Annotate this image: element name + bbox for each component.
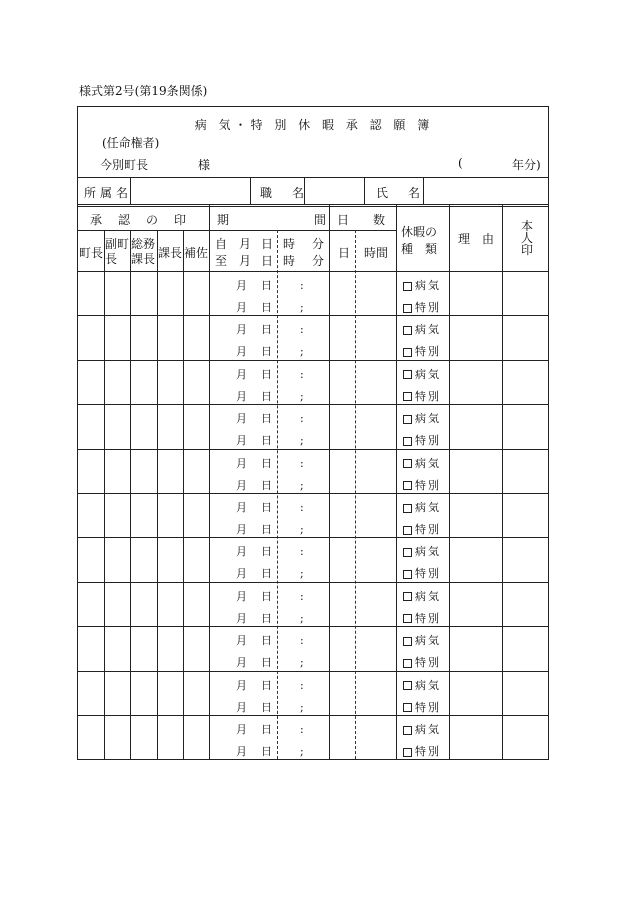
- checkbox-icon[interactable]: [403, 370, 412, 379]
- leave-type-label: 特別: [415, 611, 441, 625]
- time-separator: :: [300, 323, 304, 337]
- day-mark: 日: [261, 611, 272, 625]
- leave-register-form: [77, 106, 549, 760]
- deputy-mayor-col-1: 副町: [105, 237, 130, 251]
- time-separator: ;: [300, 389, 304, 403]
- day-mark: 日: [261, 389, 272, 403]
- leave-type-header-2: 種 類: [401, 242, 438, 256]
- day-mark: 日: [261, 656, 272, 670]
- month-mark: 月: [236, 412, 247, 426]
- from-month-label: 月: [239, 237, 252, 251]
- appointing-authority-label: (任命権者): [102, 136, 160, 150]
- to-label: 至: [215, 254, 228, 268]
- leave-type-label: 特別: [415, 345, 441, 359]
- column-line: [104, 230, 105, 759]
- leave-type-sick-option[interactable]: [403, 457, 441, 471]
- checkbox-icon[interactable]: [403, 304, 412, 313]
- time-separator: :: [300, 412, 304, 426]
- year-open-paren: (: [458, 156, 463, 170]
- checkbox-icon[interactable]: [403, 526, 412, 535]
- assistant-chief-col: 補佐: [184, 246, 209, 260]
- column-line: [130, 230, 131, 759]
- leave-type-label: 特別: [415, 434, 441, 448]
- day-mark: 日: [261, 589, 272, 603]
- time-separator: :: [300, 367, 304, 381]
- form-number-label: 様式第2号(第19条関係): [79, 84, 208, 98]
- leave-type-label: 病気: [415, 634, 441, 648]
- checkbox-icon[interactable]: [403, 681, 412, 690]
- leave-type-label: 病気: [415, 501, 441, 514]
- time-separator: ;: [300, 745, 304, 758]
- month-mark: 月: [236, 501, 247, 514]
- checkbox-icon[interactable]: [403, 348, 412, 357]
- leave-type-header-1: 休暇の: [401, 225, 438, 239]
- checkbox-icon[interactable]: [403, 703, 412, 712]
- leave-type-sick-option[interactable]: [403, 368, 441, 382]
- month-mark: 月: [236, 456, 247, 470]
- to-minute-label: 分: [312, 254, 325, 268]
- leave-type-label: 病気: [415, 545, 441, 559]
- days-unit-label: 日: [338, 246, 351, 260]
- time-separator: ;: [300, 345, 304, 359]
- column-line: [209, 230, 210, 759]
- checkbox-icon[interactable]: [403, 548, 412, 557]
- leave-type-special-option[interactable]: [403, 479, 441, 493]
- leave-type-sick-option[interactable]: [403, 501, 441, 515]
- day-mark: 日: [261, 478, 272, 492]
- time-separator: ;: [300, 611, 304, 625]
- leave-type-special-option[interactable]: [403, 434, 441, 448]
- row-separator: [78, 315, 548, 316]
- month-mark: 月: [236, 367, 247, 381]
- day-mark: 日: [261, 678, 272, 692]
- reason-header: 理 由: [458, 232, 495, 246]
- addressee-honorific: 様: [198, 158, 211, 172]
- from-day-label: 日: [261, 237, 274, 251]
- day-mark: 日: [261, 323, 272, 337]
- time-separator: ;: [300, 700, 304, 714]
- month-mark: 月: [236, 700, 247, 714]
- month-mark: 月: [236, 434, 247, 448]
- time-separator: ;: [300, 434, 304, 448]
- checkbox-icon[interactable]: [403, 592, 412, 601]
- month-mark: 月: [236, 389, 247, 403]
- leave-type-special-option[interactable]: [403, 656, 441, 670]
- leave-type-special-option[interactable]: [403, 701, 441, 715]
- leave-type-sick-option[interactable]: [403, 323, 441, 337]
- time-separator: ;: [300, 301, 304, 314]
- general-affairs-col-1: 総務: [131, 237, 156, 251]
- day-mark: 日: [261, 567, 272, 581]
- dashed-line-time: [277, 230, 278, 759]
- row-separator: [78, 537, 548, 538]
- month-mark: 月: [236, 723, 247, 736]
- time-separator: :: [300, 589, 304, 603]
- month-mark: 月: [236, 545, 247, 559]
- to-day-label: 日: [261, 254, 274, 268]
- leave-type-label: 特別: [415, 478, 441, 492]
- time-separator: :: [300, 723, 304, 736]
- leave-type-label: 特別: [415, 745, 441, 758]
- month-mark: 月: [236, 656, 247, 670]
- leave-type-special-option[interactable]: [403, 390, 441, 404]
- hours-unit-label: 時間: [364, 246, 389, 260]
- day-mark: 日: [261, 456, 272, 470]
- general-affairs-col-2: 課長: [131, 252, 156, 266]
- checkbox-icon[interactable]: [403, 282, 412, 291]
- checkbox-icon[interactable]: [403, 570, 412, 579]
- year-label: 年分): [512, 158, 541, 172]
- column-line: [396, 204, 397, 759]
- month-mark: 月: [236, 589, 247, 603]
- column-line: [157, 230, 158, 759]
- row-separator: [78, 715, 548, 716]
- leave-type-sick-option[interactable]: [403, 723, 441, 737]
- checkbox-icon[interactable]: [403, 504, 412, 513]
- seal-header-3: 印: [521, 243, 534, 257]
- addressee-mayor: 今別町長: [100, 158, 149, 172]
- leave-type-label: 特別: [415, 301, 441, 314]
- checkbox-icon[interactable]: [403, 637, 412, 646]
- leave-type-label: 病気: [415, 456, 441, 470]
- section-chief-col: 課長: [158, 246, 183, 260]
- row-separator: [78, 493, 548, 494]
- period-header: 期: [217, 213, 230, 227]
- seal-header-1: 本: [521, 219, 534, 233]
- from-hour-label: 時: [283, 237, 296, 251]
- to-hour-label: 時: [283, 254, 296, 268]
- column-line-period: [209, 204, 210, 230]
- day-mark: 日: [261, 545, 272, 559]
- time-separator: :: [300, 678, 304, 692]
- leave-type-label: 病気: [415, 589, 441, 603]
- month-mark: 月: [236, 323, 247, 337]
- checkbox-icon[interactable]: [403, 659, 412, 668]
- checkbox-icon[interactable]: [403, 459, 412, 468]
- days-header: 日 数: [337, 213, 386, 227]
- month-mark: 月: [236, 301, 247, 314]
- time-separator: :: [300, 279, 304, 292]
- leave-type-label: 特別: [415, 567, 441, 581]
- month-mark: 月: [236, 611, 247, 625]
- leave-type-sick-option[interactable]: [403, 679, 441, 693]
- checkbox-icon[interactable]: [403, 726, 412, 735]
- day-mark: 日: [261, 434, 272, 448]
- leave-type-special-option[interactable]: [403, 301, 441, 315]
- checkbox-icon[interactable]: [403, 748, 412, 757]
- row-separator: [78, 626, 548, 627]
- leave-type-special-option[interactable]: [403, 612, 441, 626]
- dashed-line-hours: [355, 230, 356, 759]
- time-separator: :: [300, 456, 304, 470]
- checkbox-icon[interactable]: [403, 326, 412, 335]
- leave-type-label: 病気: [415, 723, 441, 736]
- month-mark: 月: [236, 345, 247, 359]
- time-separator: ;: [300, 656, 304, 670]
- month-mark: 月: [236, 634, 247, 648]
- day-mark: 日: [261, 723, 272, 736]
- leave-type-label: 病気: [415, 367, 441, 381]
- day-mark: 日: [261, 501, 272, 514]
- row-separator: [78, 271, 548, 272]
- leave-type-sick-option[interactable]: [403, 545, 441, 559]
- leave-type-label: 病気: [415, 412, 441, 426]
- checkbox-icon[interactable]: [403, 415, 412, 424]
- day-mark: 日: [261, 412, 272, 426]
- day-mark: 日: [261, 367, 272, 381]
- time-separator: ;: [300, 567, 304, 581]
- day-mark: 日: [261, 745, 272, 758]
- month-mark: 月: [236, 279, 247, 292]
- leave-type-special-option[interactable]: [403, 345, 441, 359]
- from-label: 自: [215, 237, 228, 251]
- column-line: [502, 204, 503, 759]
- seal-header-2: 人: [521, 231, 534, 245]
- leave-type-label: 特別: [415, 656, 441, 670]
- row-separator: [78, 404, 548, 405]
- leave-type-label: 特別: [415, 523, 441, 536]
- period-header-end: 間: [314, 213, 327, 227]
- form-title: 病 気・特 別 休 暇 承 認 願 簿: [194, 118, 434, 132]
- day-mark: 日: [261, 700, 272, 714]
- leave-type-sick-option[interactable]: [403, 634, 441, 648]
- mayor-seal-col: 町長: [79, 246, 104, 260]
- checkbox-icon[interactable]: [403, 437, 412, 446]
- leave-type-label: 特別: [415, 700, 441, 714]
- column-line-days: [329, 204, 330, 759]
- leave-type-label: 病気: [415, 323, 441, 337]
- row-separator: [78, 360, 548, 361]
- leave-type-special-option[interactable]: [403, 567, 441, 581]
- row-separator: [78, 449, 548, 450]
- department-label: 所属名: [84, 186, 133, 200]
- row-separator: [78, 582, 548, 583]
- day-mark: 日: [261, 345, 272, 359]
- from-minute-label: 分: [312, 237, 325, 251]
- time-separator: :: [300, 545, 304, 559]
- leave-type-label: 病気: [415, 279, 441, 292]
- time-separator: ;: [300, 523, 304, 536]
- column-line: [183, 230, 184, 759]
- time-separator: ;: [300, 478, 304, 492]
- month-mark: 月: [236, 523, 247, 536]
- day-mark: 日: [261, 523, 272, 536]
- month-mark: 月: [236, 478, 247, 492]
- leave-type-sick-option[interactable]: [403, 590, 441, 604]
- checkbox-icon[interactable]: [403, 392, 412, 401]
- to-month-label: 月: [239, 254, 252, 268]
- employee-info-row: [78, 177, 548, 205]
- leave-type-sick-option[interactable]: [403, 279, 441, 293]
- checkbox-icon[interactable]: [403, 614, 412, 623]
- name-label: 氏 名: [376, 186, 425, 200]
- checkbox-icon[interactable]: [403, 481, 412, 490]
- deputy-mayor-col-2: 長: [105, 252, 118, 266]
- day-mark: 日: [261, 301, 272, 314]
- month-mark: 月: [236, 567, 247, 581]
- time-separator: :: [300, 634, 304, 648]
- month-mark: 月: [236, 678, 247, 692]
- day-mark: 日: [261, 279, 272, 292]
- leave-type-special-option[interactable]: [403, 745, 441, 759]
- leave-type-sick-option[interactable]: [403, 412, 441, 426]
- leave-type-special-option[interactable]: [403, 523, 441, 537]
- leave-type-label: 病気: [415, 678, 441, 692]
- leave-type-label: 特別: [415, 389, 441, 403]
- time-separator: :: [300, 501, 304, 514]
- row-separator: [78, 671, 548, 672]
- month-mark: 月: [236, 745, 247, 758]
- approval-seal-header: 承 認 の 印: [90, 213, 189, 227]
- column-line: [449, 204, 450, 759]
- position-label: 職 名: [260, 186, 309, 200]
- day-mark: 日: [261, 634, 272, 648]
